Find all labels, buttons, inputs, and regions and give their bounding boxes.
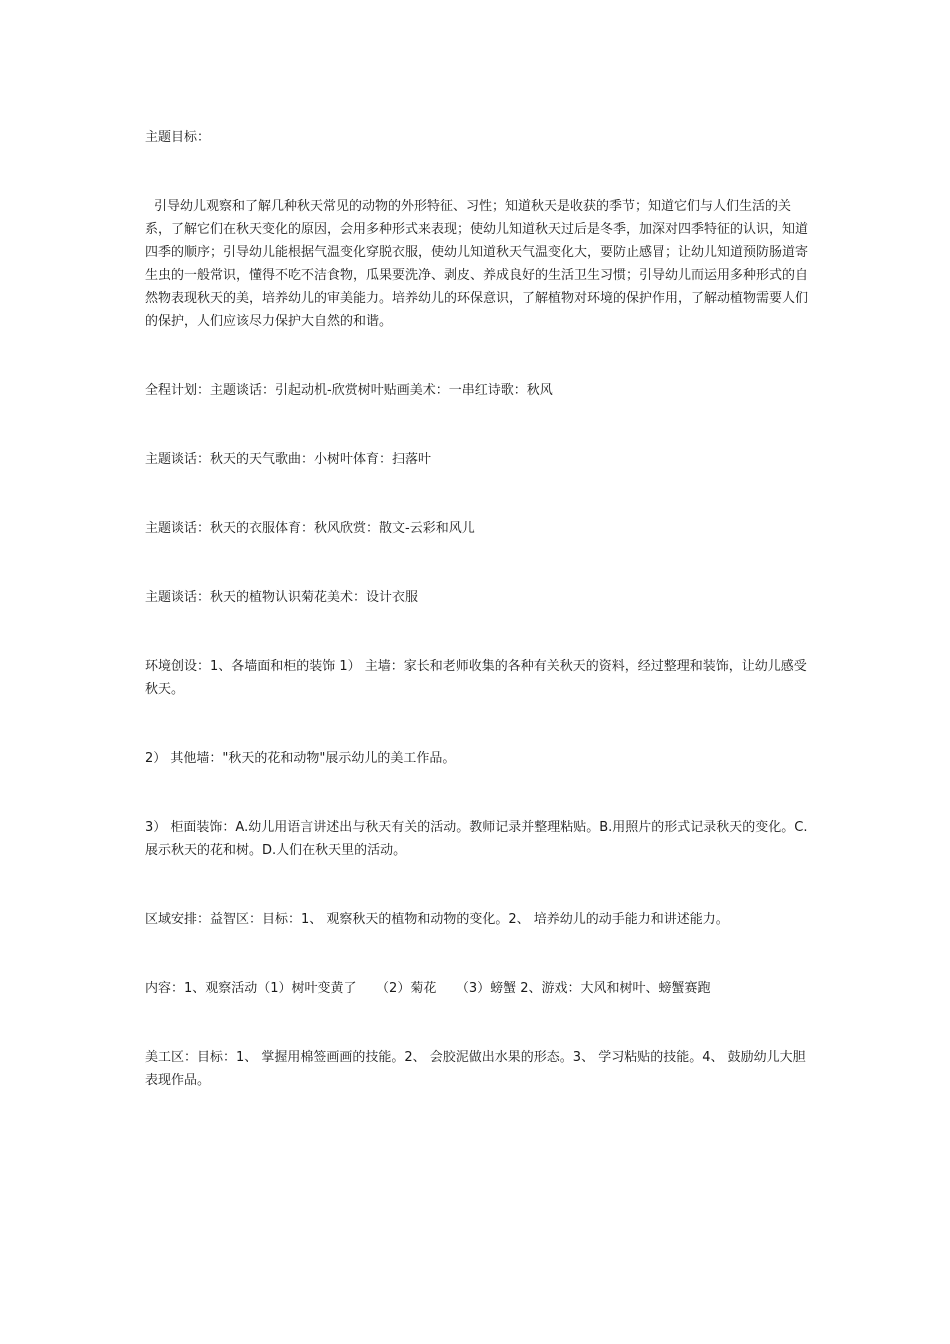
paragraph-topic-clothes: 主题谈话：秋天的衣服体育：秋风欣赏：散文-云彩和风儿 — [145, 521, 475, 536]
paragraph-area-arrangement: 区域安排：益智区：目标：1、 观察秋天的植物和动物的变化。2、 培养幼儿的动手能力和讲述能力。 — [145, 912, 729, 927]
paragraph-topic-weather: 主题谈话：秋天的天气歌曲：小树叶体育：扫落叶 — [145, 452, 432, 467]
paragraph-content: 内容：1、观察活动（1）树叶变黄了 （2）菊花 （3）螃蟹 2、游戏：大风和树叶、螃蟹赛跑 — [145, 981, 711, 996]
paragraph-topic-plants: 主题谈话：秋天的植物认识菊花美术：设计衣服 — [145, 590, 419, 605]
paragraph-other-walls: 2） 其他墙："秋天的花和动物"展示幼儿的美工作品。 — [145, 751, 456, 766]
paragraph-full-plan: 全程计划：主题谈话：引起动机-欣赏树叶贴画美术：一串红诗歌：秋风 — [145, 383, 553, 398]
paragraph-cabinet-decoration: 3） 柜面装饰：A.幼儿用语言讲述出与秋天有关的活动。教师记录并整理粘贴。B.用照片的形式记录秋天的变化。C.展示秋天的花和树。D.人们在秋天里的活动。 — [145, 820, 808, 858]
document-body — [145, 126, 809, 1092]
paragraph-environment-setup: 环境创设：1、各墙面和柜的装饰 1） 主墙：家长和老师收集的各种有关秋天的资料，经过整理和装饰，让幼儿感受秋天。 — [145, 659, 807, 697]
paragraph-theme-goals-detail: 引导幼儿观察和了解几种秋天常见的动物的外形特征、习性；知道秋天是收获的季节；知道它们与人们生活的关系，了解它们在秋天变化的原因，会用多种形式来表现；使幼儿知道秋天过后是冬季，加深对四季特征的认识，知道四季的顺序；引导幼儿能根据气温变化穿脱衣服，使幼儿知道秋天气温变化大，要防止感冒；让幼儿知道预防肠道寄生虫的一般常识，懂得不吃不洁食物，瓜果要洗净、剥皮、养成良好的生活卫生习惯；引导幼儿而运用多种形式的自然物表现秋天的美，培养幼儿的审美能力。培养幼儿的环保意识，了解植物对环境的保护作用，了解动植物需要人们的保护，人们应该尽力保护大自然的和谐。 — [145, 199, 809, 329]
heading-theme-goals: 主题目标： — [145, 130, 211, 145]
paragraph-art-area: 美工区：目标：1、 掌握用棉签画画的技能。2、 会胶泥做出水果的形态。3、 学习粘贴的技能。4、 鼓励幼儿大胆表现作品。 — [145, 1050, 806, 1088]
